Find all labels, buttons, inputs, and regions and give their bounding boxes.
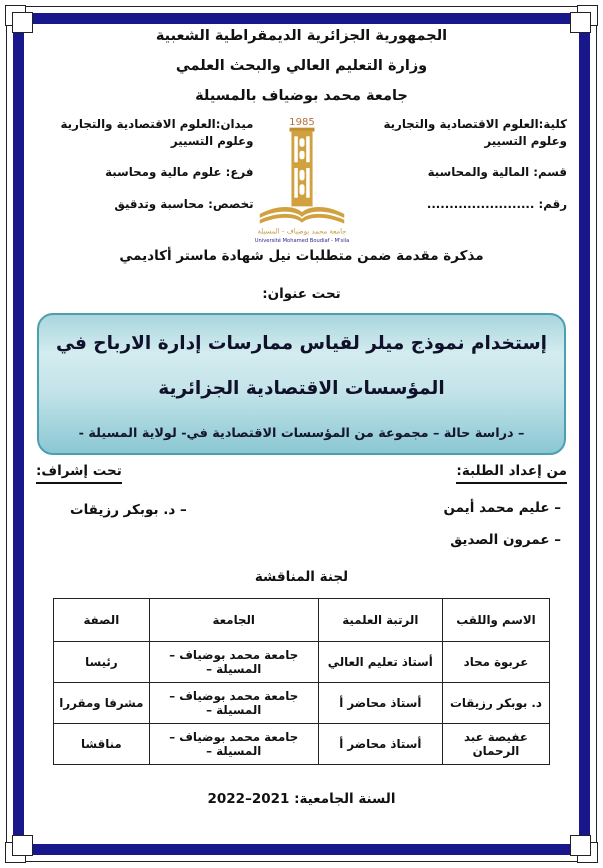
- page-content: [36, 26, 567, 842]
- ministry-title: وزارة التعليم العالي والبحث العلمي: [175, 58, 428, 75]
- member-role-cell: رئيسا: [54, 642, 150, 683]
- field-line: ميدان:العلوم الاقتصادية والتجارية وعلوم التسيير: [60, 117, 254, 148]
- member-university-cell: جامعة محمد بوضياف – المسيلة –: [149, 642, 318, 683]
- academic-year: السنة الجامعية: 2021–2022: [207, 791, 396, 808]
- country-title: الجمهورية الجزائرية الديمقراطية الشعبية: [155, 28, 448, 44]
- supervision-block: [36, 463, 221, 559]
- border-band-top: [28, 13, 575, 24]
- column-header-rank: الرتبة العلمية: [318, 599, 442, 642]
- member-name-cell: د. بوبكر رزيقات: [442, 683, 549, 724]
- branch-line: فرع: علوم مالية ومحاسبة: [105, 165, 254, 180]
- column-header-name: الاسم واللقب: [442, 599, 549, 642]
- supervisor-name: – د. بوبكر رزيقات: [70, 502, 187, 519]
- table-row: [54, 683, 550, 724]
- column-header-university: الجامعة: [149, 599, 318, 642]
- thesis-title-box: [37, 313, 566, 455]
- thesis-title-line1: إستخدام نموذج ميلر لقياس ممارسات إدارة الارباح في: [56, 333, 547, 355]
- people-section: [36, 463, 567, 559]
- committee-heading: لجنة المناقشة: [254, 569, 349, 586]
- department-line: قسم: المالية والمحاسبة: [427, 165, 567, 180]
- faculty-info-right: [350, 116, 568, 227]
- member-role-cell: مناقشا: [54, 724, 150, 765]
- member-name-cell: عربوة محاد: [442, 642, 549, 683]
- number-line: رقم: ........................: [426, 196, 567, 211]
- prepared-by-block: [337, 463, 567, 559]
- border-band-bottom: [28, 844, 575, 855]
- minaret-tower-icon: [289, 128, 314, 207]
- member-role-cell: مشرفا ومقررا: [54, 683, 150, 724]
- faculty-line: كلية:العلوم الاقتصادية والتجارية وعلوم التسيير: [383, 117, 567, 148]
- logo-year-label: 1985: [288, 116, 315, 128]
- faculty-info-row: [36, 116, 567, 244]
- column-header-role: الصفة: [54, 599, 150, 642]
- border-band-right: [579, 28, 590, 840]
- member-rank-cell: أستاذ تعليم العالي: [318, 642, 442, 683]
- border-corner-ornament: [12, 12, 33, 33]
- border-corner-ornament: [570, 835, 591, 856]
- prepared-by-heading: من إعداد الطلبة:: [456, 463, 567, 484]
- open-book-icon: [259, 207, 343, 224]
- border-corner-ornament: [577, 842, 598, 863]
- border-corner-ornament: [5, 842, 26, 863]
- member-university-cell: جامعة محمد بوضياف – المسيلة –: [149, 724, 318, 765]
- faculty-info-left: [36, 116, 254, 227]
- border-band-left: [13, 28, 24, 840]
- degree-statement: مذكرة مقدمة ضمن متطلبات نيل شهادة ماستر أكاديمي: [119, 248, 484, 265]
- committee-table: [53, 598, 550, 765]
- university-logo: [254, 114, 350, 249]
- table-header-row: [54, 599, 550, 642]
- university-title: جامعة محمد بوضياف بالمسيلة: [195, 88, 408, 105]
- member-rank-cell: أستاذ محاضر أ: [318, 724, 442, 765]
- table-row: [54, 642, 550, 683]
- thesis-title-line2: المؤسسات الاقتصادية الجزائرية: [158, 378, 445, 400]
- logo-french-name: Université Mohamed Boudiaf - M'sila: [254, 237, 349, 244]
- border-corner-ornament: [577, 5, 598, 26]
- specialty-line: تخصص: محاسبة وتدقيق: [114, 196, 254, 211]
- student-name: – عليم محمد أيمن: [443, 500, 561, 517]
- member-name-cell: عفيصة عبد الرحمان: [442, 724, 549, 765]
- border-corner-ornament: [5, 5, 26, 26]
- table-row: [54, 724, 550, 765]
- border-corner-ornament: [12, 835, 33, 856]
- member-rank-cell: أستاذ محاضر أ: [318, 683, 442, 724]
- title-intro: تحت عنوان:: [262, 286, 341, 303]
- logo-arabic-name: جامعة محمد بوضياف - المسيلة: [256, 227, 347, 236]
- thesis-subtitle: – دراسة حالة – مجموعة من المؤسسات الاقتصادية في- لولاية المسيلة -: [78, 426, 525, 442]
- border-corner-ornament: [570, 12, 591, 33]
- student-name: – عمرون الصديق: [450, 532, 561, 549]
- supervision-heading: تحت إشراف:: [36, 463, 122, 484]
- member-university-cell: جامعة محمد بوضياف – المسيلة –: [149, 683, 318, 724]
